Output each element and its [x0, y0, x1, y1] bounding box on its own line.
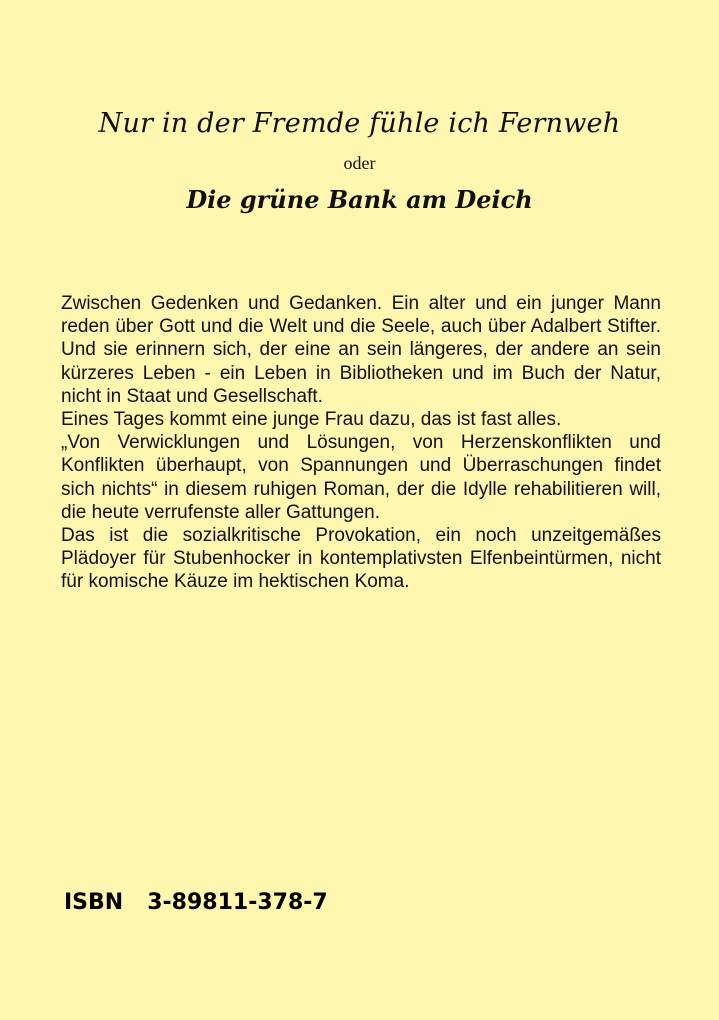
isbn-number: 3-89811-378-7 [147, 890, 328, 915]
blurb-paragraph: Das ist die sozialkritische Provokation, ein noch unzeitgemäßes Plädoyer für Stubenhocker in kontemplativsten Elfenbeintürmen, nicht für komische Käuze im hektischen Koma. [61, 525, 661, 593]
book-title: Nur in der Fremde fühle ich Fernweh [98, 108, 621, 139]
blurb-paragraph: Zwischen Gedenken und Gedanken. Ein alter und ein junger Mann reden über Gott und die Welt und die Seele, auch über Adalbert Stifter. Und sie erinnern sich, der eine an sein längeres, der andere an sein kürzeres Leben - ein Leben in Bibliotheken und im Buch der Natur, nicht in Staat und Gesellschaft. [61, 293, 661, 407]
book-subtitle: Die grüne Bank am Deich [186, 185, 533, 214]
blurb-text [61, 292, 661, 594]
isbn [64, 890, 328, 915]
isbn-label: ISBN [64, 890, 124, 915]
blurb-paragraph: Eines Tages kommt eine junge Frau dazu, das ist fast alles. [61, 409, 562, 431]
title-connector: oder [343, 153, 376, 173]
blurb-paragraph: „Von Verwicklungen und Lösungen, von Herzenskonflikten und Konflikten überhaupt, von Spannungen und Überraschungen findet sich nichts“ in diesem ruhigen Roman, der die Idylle rehabilitieren will, die heute verrufenste aller Gattungen. [61, 432, 661, 523]
